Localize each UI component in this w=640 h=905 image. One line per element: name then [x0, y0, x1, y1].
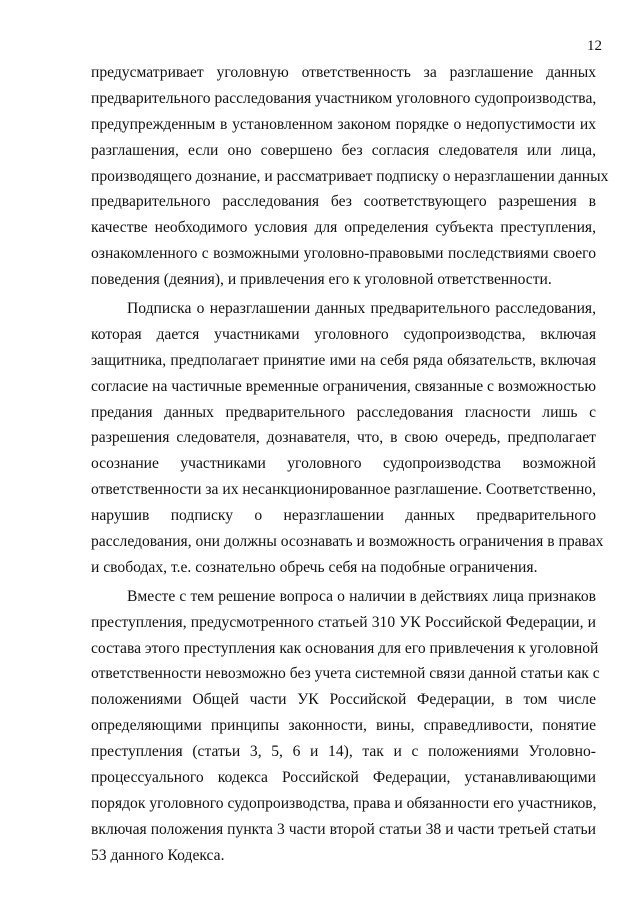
- text-line: преступления, предусмотренного статьей 310 УК Российской Федерации, и: [91, 613, 596, 631]
- text-line: предупрежденным в установленном законом порядке о недопустимости их: [91, 115, 596, 133]
- paragraph: [91, 584, 600, 869]
- text-line: качестве необходимого условия для определения субъекта преступления,: [91, 219, 596, 237]
- text-line: ответственности невозможно без учета системной связи данной статьи как с: [91, 665, 600, 683]
- body-text: [91, 60, 609, 869]
- text-line: Подписка о неразглашении данных предварительного расследования,: [127, 300, 596, 318]
- text-line: нарушив подписку о неразглашении данных предварительного: [91, 507, 596, 525]
- text-line: производящего дознание, и рассматривает подписку о неразглашении данных: [91, 167, 609, 185]
- text-line: поведения (деяния), и привлечения его к уголовной ответственности.: [91, 271, 552, 289]
- text-line: процессуального кодекса Российской Федерации, устанавливающими: [91, 769, 596, 787]
- text-line: предусматривает уголовную ответственность за разглашение данных: [91, 64, 596, 81]
- paragraph: [91, 60, 609, 293]
- text-line: и свободах, т.е. сознательно обречь себя на подобные ограничения.: [91, 558, 538, 576]
- text-line: ответственности за их несанкционированное разглашение. Соответственно,: [91, 481, 596, 499]
- text-line: разглашения, если оно совершено без согласия следователя или лица,: [91, 141, 596, 159]
- text-line: преступления (статьи 3, 5, 6 и 14), так и с положениями Уголовно-: [91, 743, 596, 761]
- text-line: определяющими принципы законности, вины, справедливости, понятие: [91, 717, 596, 735]
- text-line: состава этого преступления как основания для его привлечения к уголовной: [91, 639, 599, 657]
- text-line: 53 данного Кодекса.: [91, 846, 225, 864]
- text-line: Вместе с тем решение вопроса о наличии в действиях лица признаков: [127, 587, 596, 605]
- text-line: расследования, они должны осознавать и возможность ограничения в правах: [91, 533, 604, 551]
- text-line: защитника, предполагает принятие ими на себя ряда обязательств, включая: [91, 351, 596, 369]
- text-line: ознакомленного с возможными уголовно-правовыми последствиями своего: [91, 245, 596, 263]
- page-number: 12: [587, 38, 602, 54]
- text-line: согласие на частичные временные ограничения, связанные с возможностью: [91, 377, 596, 395]
- text-line: порядок уголовного судопроизводства, права и обязанности его участников,: [91, 794, 597, 812]
- text-line: которая дается участниками уголовного судопроизводства, включая: [91, 325, 596, 343]
- text-line: осознание участниками уголовного судопроизводства возможной: [91, 455, 596, 473]
- paragraph: [91, 296, 604, 581]
- text-line: положениями Общей части УК Российской Федерации, в том числе: [91, 691, 596, 709]
- text-line: разрешения следователя, дознавателя, что, в свою очередь, предполагает: [91, 429, 596, 447]
- text-line: предания данных предварительного расследования гласности лишь с: [91, 403, 596, 421]
- text-line: предварительного расследования участником уголовного судопроизводства,: [91, 89, 597, 107]
- text-line: предварительного расследования без соответствующего разрешения в: [91, 193, 596, 211]
- text-line: включая положения пункта 3 части второй статьи 38 и части третьей статьи: [91, 820, 596, 838]
